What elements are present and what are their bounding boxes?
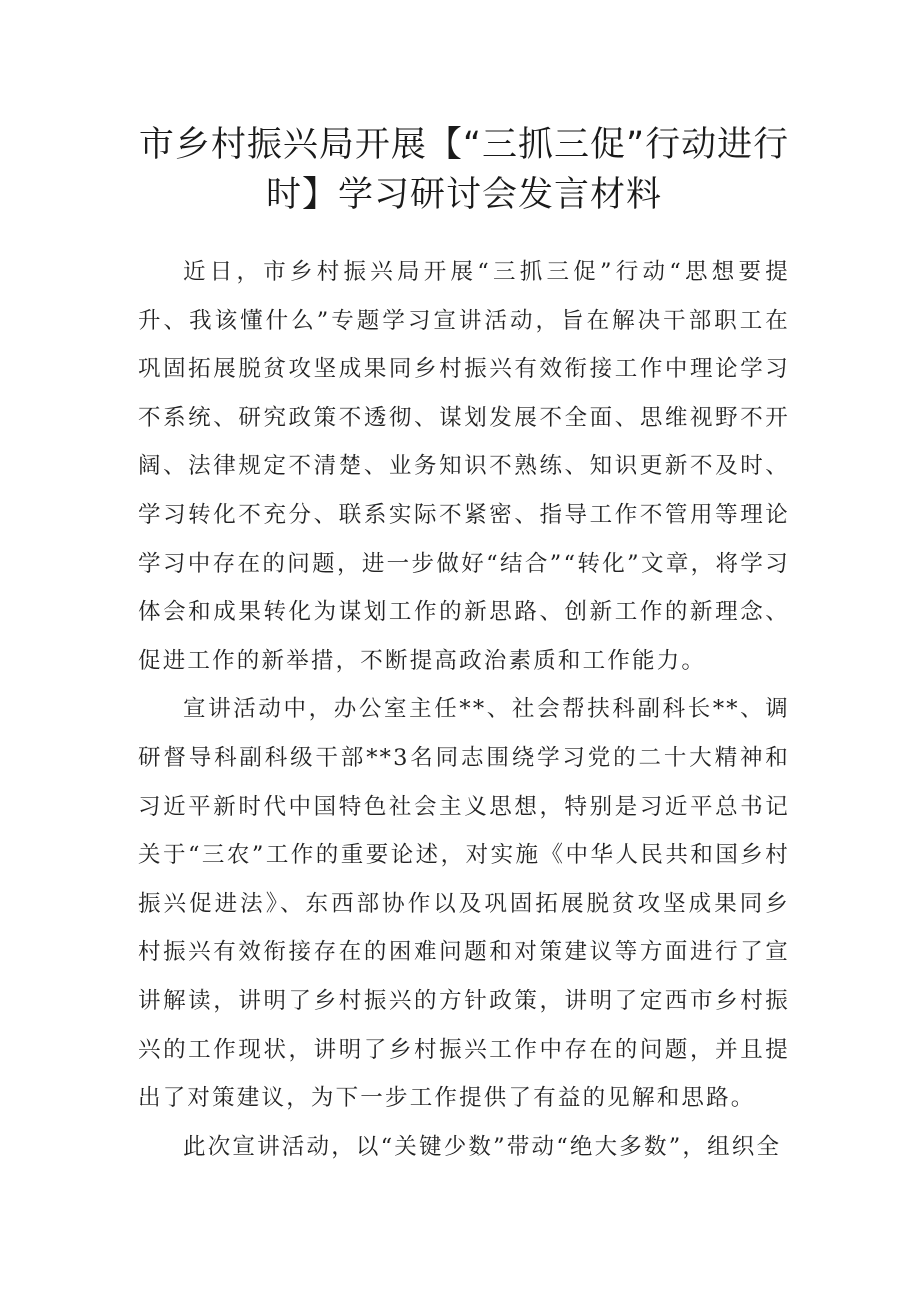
paragraph-3: 此次宣讲活动，以“关键少数”带动“绝大多数”，组织全 [183, 1133, 782, 1160]
paragraph-2: 宣讲活动中，办公室主任**、社会帮扶科副科长**、调研督导科副科级干部**3名同志围绕学习党的二十大精神和习近平新时代中国特色社会主义思想，特别是习近平总书记关于“三农”工作的重要论述，对实施《中华人民共和国乡村振兴促进法》、东西部协作以及巩固拓展脱贫攻坚成果同乡村振兴有效衔接存在的困难问题和对策建议等方面进行了宣讲解读，讲明了乡村振兴的方针政策，讲明了定西市乡村振兴的工作现状，讲明了乡村振兴工作中存在的问题，并且提出了对策建议，为下一步工作提供了有益的见解和思路。 [138, 696, 790, 1112]
document-title: 市乡村振兴局开展【“三抓三促”行动进行时】学习研讨会发言材料 [138, 125, 790, 215]
paragraph-1: 近日，市乡村振兴局开展“三抓三促”行动“思想要提升、我该懂什么”专题学习宣讲活动，旨在解决干部职工在巩固拓展脱贫攻坚成果同乡村振兴有效衔接工作中理论学习不系统、研究政策不透彻、谋划发展不全面、思维视野不开阔、法律规定不清楚、业务知识不熟练、知识更新不及时、学习转化不充分、联系实际不紧密、指导工作不管用等理论学习中存在的问题，进一步做好“结合”“转化”文章，将学习体会和成果转化为谋划工作的新思路、创新工作的新理念、促进工作的新举措，不断提高政治素质和工作能力。 [138, 259, 790, 674]
